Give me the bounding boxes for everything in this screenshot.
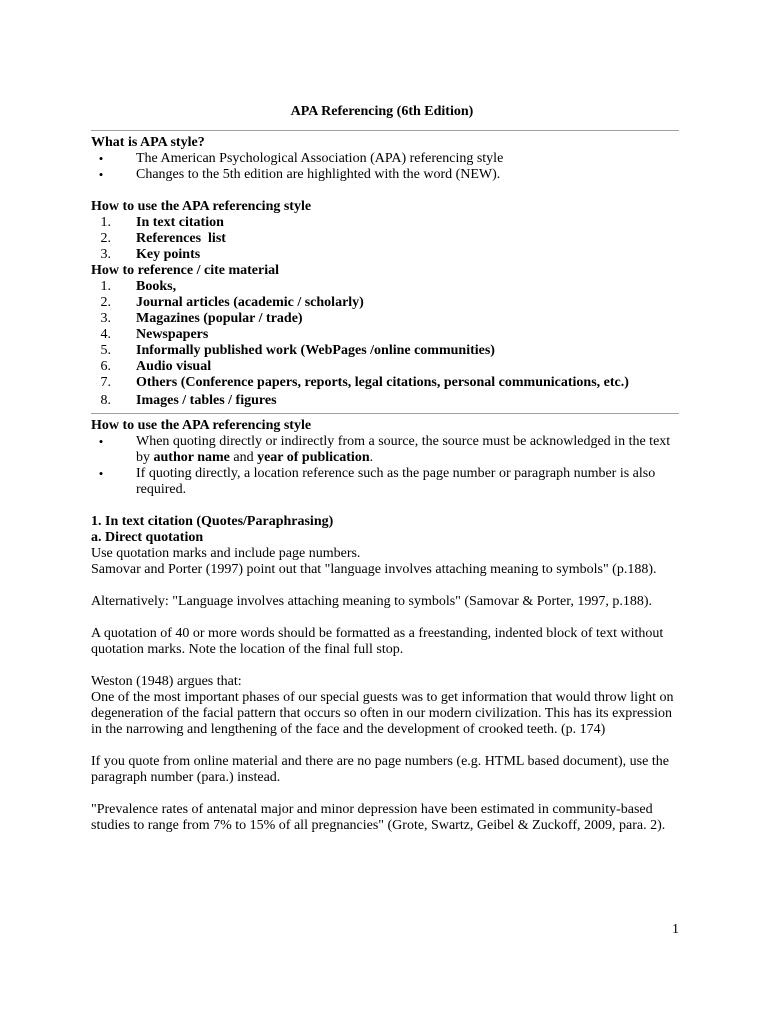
list-item-text: Newspapers [136,327,209,342]
how-to-use-heading-2: How to use the APA referencing style [91,418,312,433]
what-is-apa-list [91,151,679,183]
list-number: 2. [100,295,111,310]
paragraph: Use quotation marks and include page numbers. [91,546,361,561]
list-number: 3. [100,311,111,326]
list-item-text: Informally published work (WebPages /online communities) [136,343,495,358]
list-item [91,359,679,375]
year-emphasis: year of publication [257,450,370,465]
page-number: 1 [672,922,679,937]
list-number: 5. [100,343,111,358]
list-item [91,247,679,263]
list-item-text: In text citation [136,215,224,230]
list-item-text: Books, [136,279,177,294]
list-number: 3. [100,247,111,262]
section-divider [91,413,679,414]
list-item-text: Magazines (popular / trade) [136,311,303,326]
list-number: 1. [100,215,111,230]
list-item-text: The American Psychological Association (APA) referencing style [136,151,504,166]
bullet-icon: • [98,167,104,182]
how-to-use-list [91,215,679,263]
list-number: 8. [100,393,111,408]
list-number: 1. [100,279,111,294]
how-to-use-bullets [91,434,679,498]
list-item [91,215,679,231]
subsection-heading: a. Direct quotation [91,530,204,545]
list-item [91,466,679,498]
bullet-icon: • [98,466,104,481]
list-item [91,343,679,359]
list-item-text: When quoting directly or indirectly from a source, the source must be acknowledged in the text by author name and year of publication. [136,434,671,465]
paragraph: Alternatively: "Language involves attaching meaning to symbols" (Samovar & Porter, 1997, p.188). [91,594,653,609]
list-item-text: References list [136,231,226,246]
paragraph: Samovar and Porter (1997) point out that "language involves attaching meaning to symbols" (p.188). [91,562,657,577]
list-item-text: If quoting directly, a location reference such as the page number or paragraph number is also required. [136,466,656,497]
paragraph: "Prevalence rates of antenatal major and minor depression have been estimated in community-based studies to range from 7% to 15% of all pregnancies" (Grote, Swartz, Geibel & Zuckoff, 2009, para. 2). [91,802,666,833]
section-heading: 1. In text citation (Quotes/Paraphrasing) [91,514,334,529]
how-to-cite-heading: How to reference / cite material [91,263,280,278]
paragraph: If you quote from online material and there are no page numbers (e.g. HTML based document), use the paragraph number (para.) instead. [91,754,669,785]
bullet-icon: • [98,434,104,449]
list-number: 6. [100,359,111,374]
list-item-text: Journal articles (academic / scholarly) [136,295,364,310]
document-body [91,104,679,834]
list-number: 2. [100,231,111,246]
list-item [91,279,679,295]
what-is-apa-heading: What is APA style? [91,135,205,150]
bullet-icon: • [98,151,104,166]
list-item-text: Key points [136,247,201,262]
author-name-emphasis: author name [153,450,230,465]
list-item [91,327,679,343]
list-item [91,231,679,247]
list-number: 4. [100,327,111,342]
list-item [91,393,679,409]
list-item [91,151,679,167]
list-item [91,167,679,183]
list-item [91,434,679,466]
list-item-text: Changes to the 5th edition are highlighted with the word (NEW). [136,167,501,182]
section-divider [91,130,679,131]
list-item-text: Others (Conference papers, reports, legal citations, personal communications, etc.) [136,375,629,390]
list-item [91,311,679,327]
how-to-cite-list [91,279,679,409]
paragraph: Weston (1948) argues that: [91,674,242,689]
list-number: 7. [100,375,111,390]
paragraph: A quotation of 40 or more words should be formatted as a freestanding, indented block of text without quotation marks. Note the location of the final full stop. [91,626,664,657]
list-item-text: Audio visual [136,359,212,374]
list-item-text: Images / tables / figures [136,393,277,408]
how-to-use-heading: How to use the APA referencing style [91,199,312,214]
document-title: APA Referencing (6th Edition) [290,104,474,119]
block-quotation: One of the most important phases of our special guests was to get information that would throw light on degeneration of the facial pattern that occurs so often in our modern civilization. This has its expression in the narrowing and lengthening of the face and the development of crooked teeth. (p. 174) [91,690,674,737]
list-item [91,375,679,391]
list-item [91,295,679,311]
